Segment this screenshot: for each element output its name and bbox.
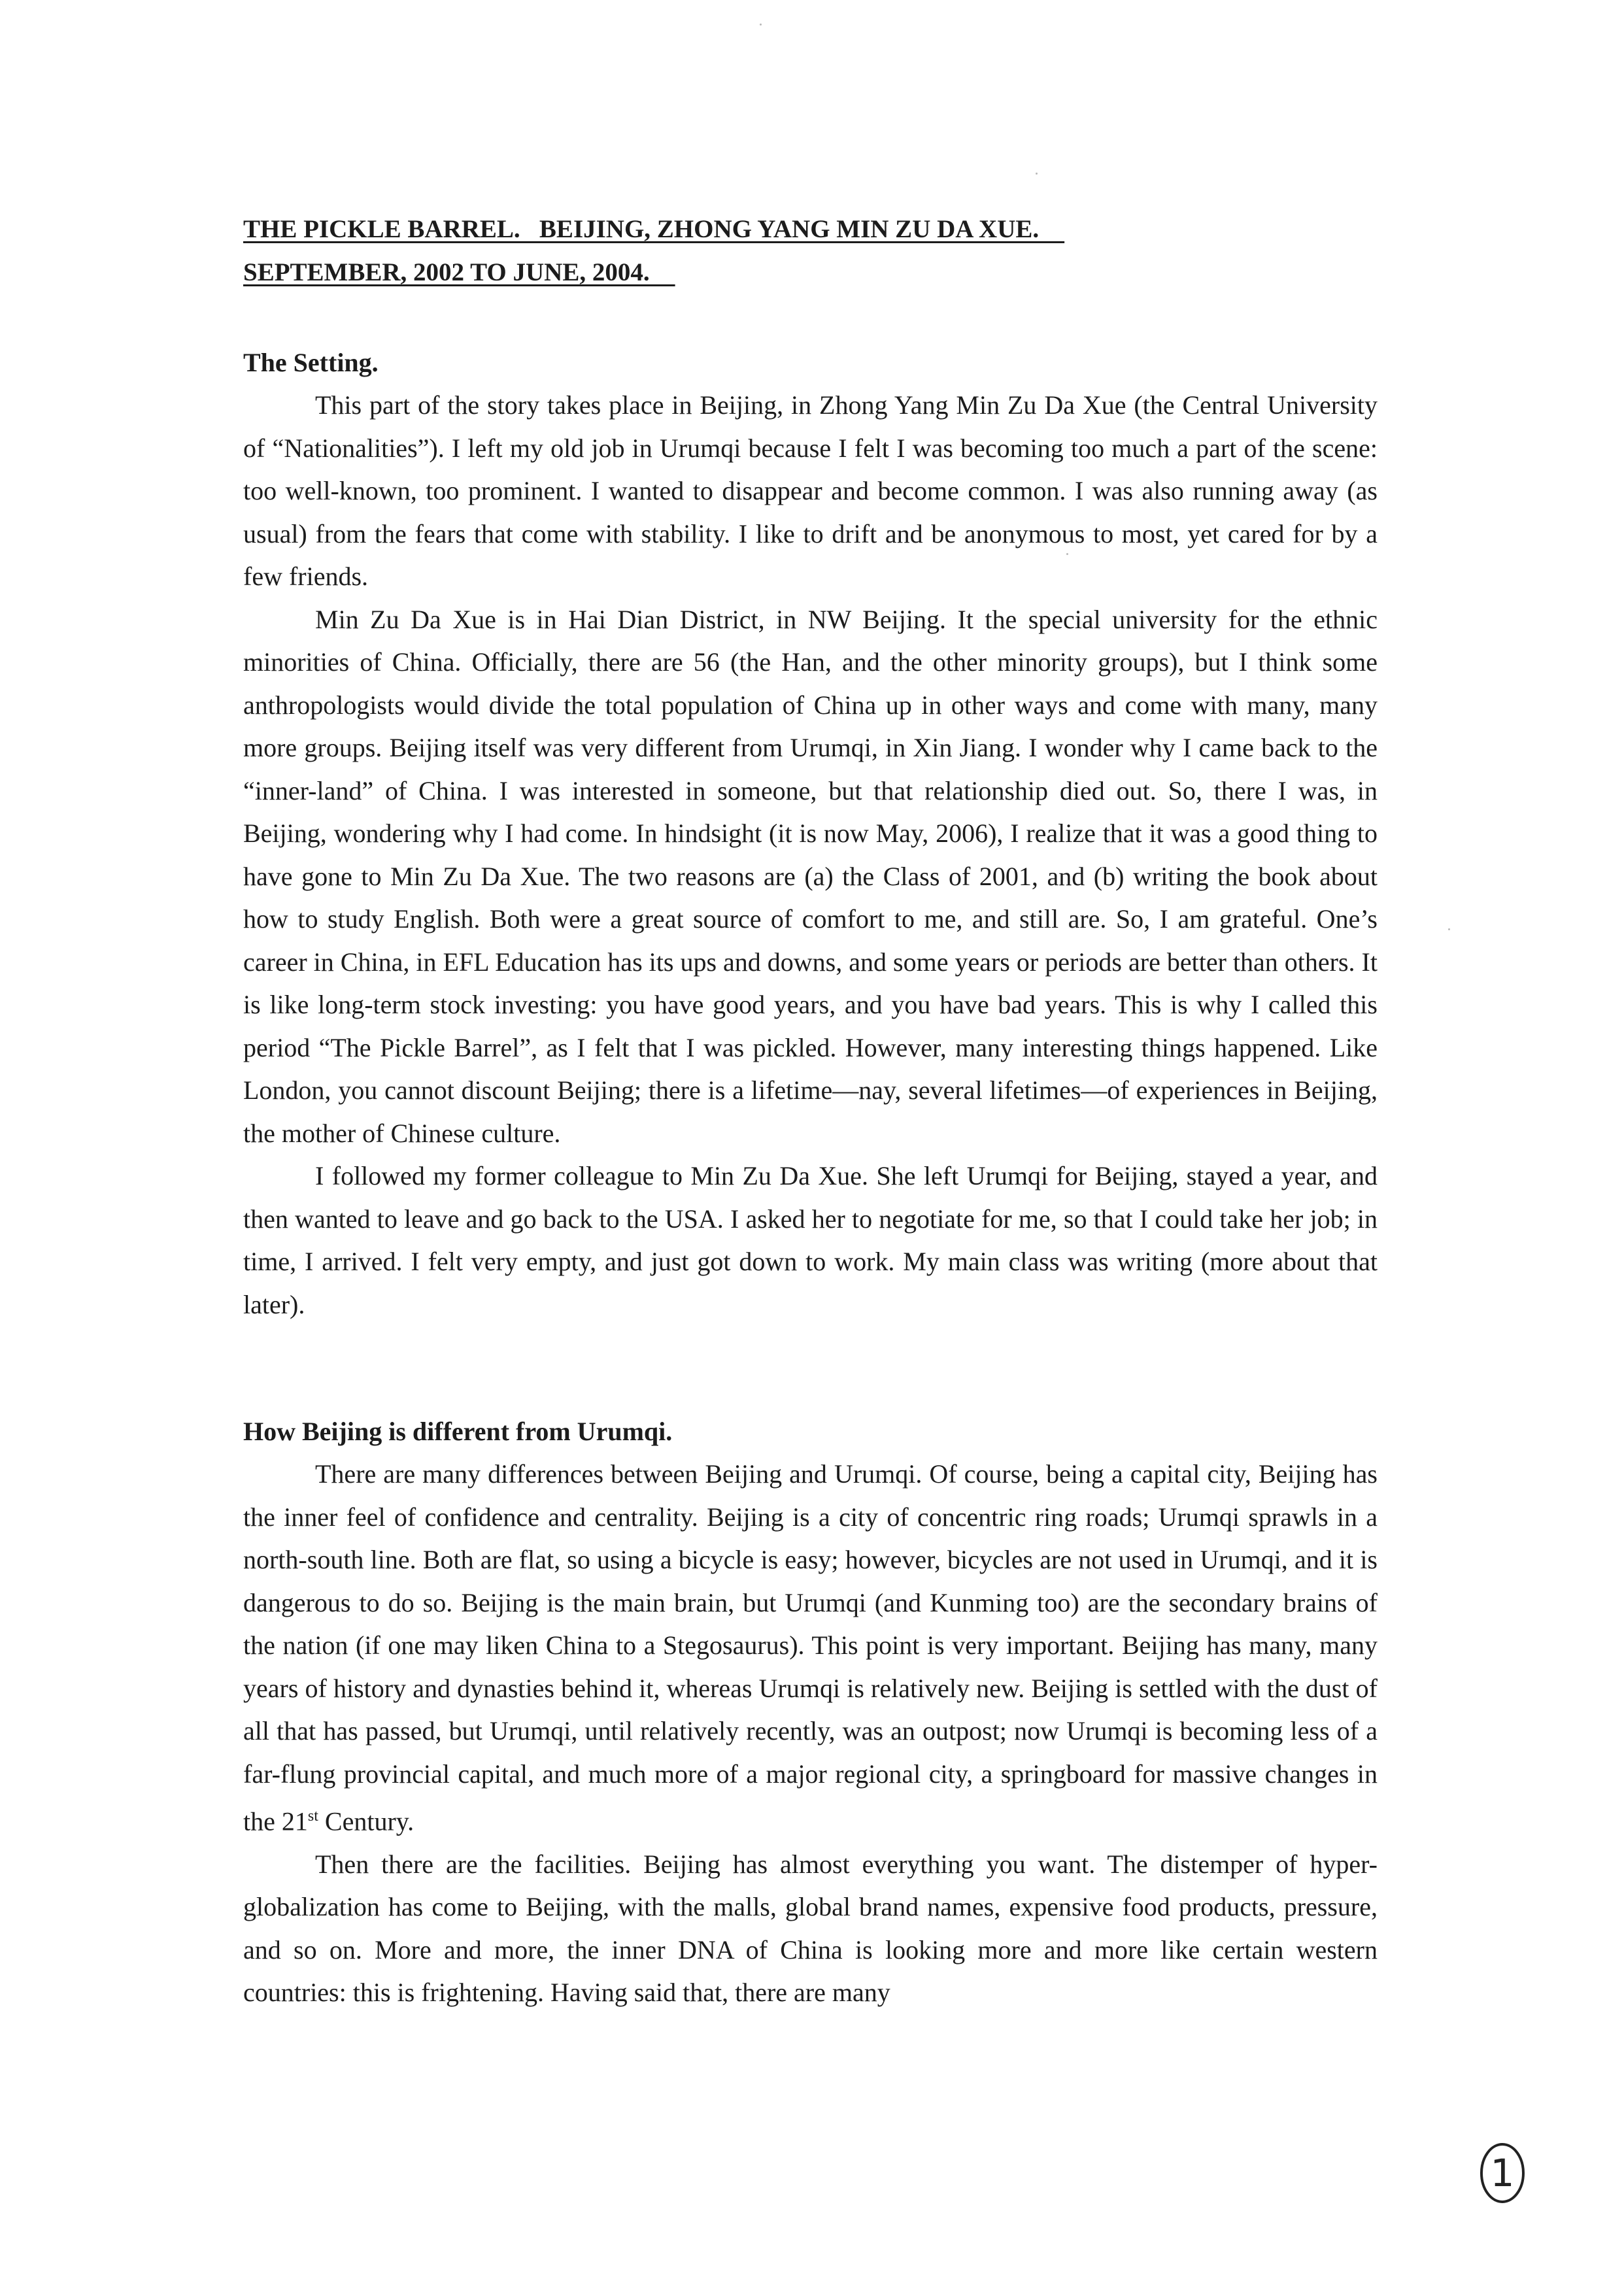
scan-speck (1036, 173, 1038, 175)
scan-speck (1066, 553, 1068, 555)
section-beijing-vs-urumqi (243, 1410, 1378, 2014)
spacer (243, 294, 1378, 341)
scan-speck (760, 24, 762, 25)
title-line-1: THE PICKLE BARREL. BEIJING, ZHONG YANG MIN ZU DA XUE. (243, 215, 1065, 243)
section-heading: How Beijing is different from Urumqi. (243, 1417, 673, 1446)
paragraph: There are many differences between Beijing and Urumqi. Of course, being a capital city, Beijing has the inner feel of confidence and centrality. Beijing is a city of concentric ring roads; Urumqi sprawls in a north-south line. Both are flat, so using a bicycle is easy; however, bicycles are not used in Urumqi, and it is dangerous to do so. Beijing is the main brain, but Urumqi (and Kunming too) are the secondary brains of the nation (if one may liken China to a Stegosaurus). This point is very important. Beijing has many, many years of history and dynasties behind it, whereas Urumqi is relatively new. Beijing is settled with the dust of all that has passed, but Urumqi, until relatively recently, was an outpost; now Urumqi is becoming less of a far-flung provincial capital, and much more of a major regional city, a springboard for massive changes in the 21st Century. (243, 1459, 1378, 1836)
section-setting (243, 341, 1378, 1326)
paragraph: This part of the story takes place in Beijing, in Zhong Yang Min Zu Da Xue (the Central University of “Nationalities”). I left my old job in Urumqi because I felt I was becoming too much a part of the scene: too well-known, too prominent. I wanted to disappear and become common. I was also running away (as usual) from the fears that come with stability. I like to drift and be anonymous to most, yet cared for by a few friends. (243, 390, 1378, 591)
paragraph: I followed my former colleague to Min Zu Da Xue. She left Urumqi for Beijing, stayed a year, and then wanted to leave and go back to the USA. I asked her to negotiate for me, so that I could take her job; in time, I arrived. I felt very empty, and just got down to work. My main class was writing (more about that later). (243, 1161, 1378, 1319)
page-number-text: 1 (1490, 2151, 1515, 2195)
spacer (243, 1326, 1378, 1410)
section-heading: The Setting. (243, 348, 379, 377)
document-page (243, 208, 1378, 2014)
scan-speck (1448, 928, 1450, 930)
paragraph: Min Zu Da Xue is in Hai Dian District, in NW Beijing. It the special university for the ethnic minorities of China. Officially, there are 56 (the Han, and the other minority groups), but I think some anthropologists would divide the total population of China up in other ways and come with many, many more groups. Beijing itself was very different from Urumqi, in Xin Jiang. I wonder why I came back to the “inner-land” of China. I was interested in someone, but that relationship died out. So, there I was, in Beijing, wondering why I had come. In hindsight (it is now May, 2006), I realize that it was a good thing to have gone to Min Zu Da Xue. The two reasons are (a) the Class of 2001, and (b) writing the book about how to study English. Both were a great source of comfort to me, and still are. So, I am grateful. One’s career in China, in EFL Education has its ups and downs, and some years or periods are better than others. It is like long-term stock investing: you have good years, and you have bad years. This is why I called this period “The Pickle Barrel”, as I felt that I was pickled. However, many interesting things happened. Like London, you cannot discount Beijing; there is a lifetime—nay, several lifetimes—of experiences in Beijing, the mother of Chinese culture. (243, 604, 1378, 1148)
ordinal-suffix: st (307, 1808, 318, 1825)
handwritten-page-number (1476, 2136, 1529, 2208)
paragraph: Then there are the facilities. Beijing has almost everything you want. The distemper of hyper-globalization has come to Beijing, with the malls, global brand names, expensive food products, pressure, and so on. More and more, the inner DNA of China is looking more and more like certain western countries: this is frightening. Having said that, there are many (243, 1849, 1378, 2008)
title-line-2: SEPTEMBER, 2002 TO JUNE, 2004. (243, 258, 675, 286)
